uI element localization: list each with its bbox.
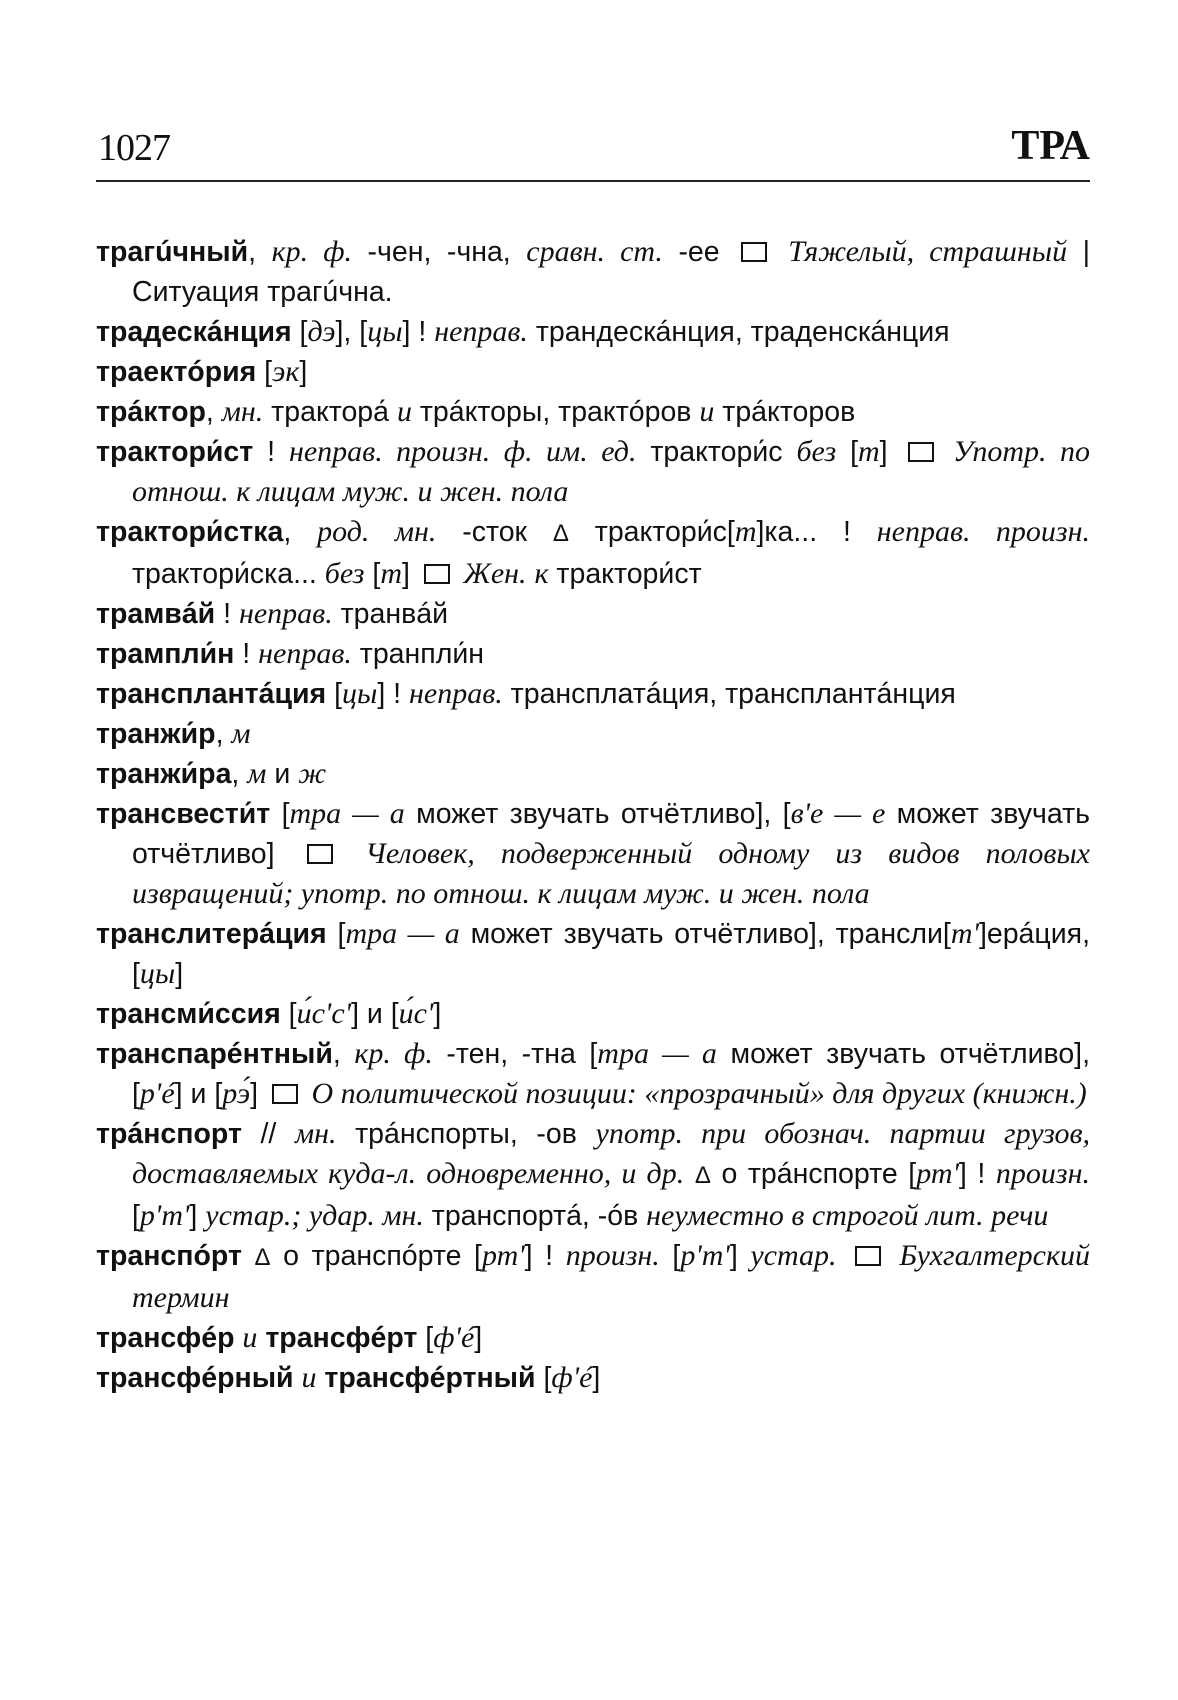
- dictionary-entry: [96, 232, 1090, 312]
- entry-text: ,: [248, 236, 272, 268]
- entry-text: трандескáнция, траденскáнция: [527, 316, 950, 348]
- entry-text: -тен, -тна [: [432, 1038, 598, 1070]
- entry-text: ]: [189, 1200, 206, 1232]
- headword: трансфéрный: [96, 1362, 294, 1394]
- italic-note: устар.; удар. мн.: [205, 1199, 424, 1232]
- italic-note: Употр. по отнош. к лицам муж. и жен. пола: [132, 435, 1091, 508]
- entry-text: может звучать отчётливо], [: [132, 1038, 1091, 1110]
- dictionary-entry: [96, 392, 1090, 432]
- dictionary-entry: [96, 754, 1090, 794]
- italic-note: ж: [298, 757, 327, 790]
- entry-text: ,: [231, 758, 248, 790]
- entry-text: ,: [283, 516, 318, 548]
- italic-note: м: [231, 717, 251, 750]
- italic-note: неправ. произн.: [876, 515, 1090, 548]
- definition-box-icon: [272, 1084, 298, 1104]
- entry-text: [: [291, 316, 308, 348]
- italic-note: произн.: [565, 1239, 660, 1272]
- italic-note: ф'é: [551, 1361, 593, 1394]
- entry-text: [: [659, 1240, 681, 1272]
- entry-text: !: [253, 436, 289, 468]
- entry-text: [: [256, 356, 273, 388]
- italic-note: О политической позиции: «прозрачный» для других (книжн.): [303, 1077, 1087, 1110]
- italic-note: неправ.: [409, 677, 503, 710]
- entry-text: трактори́с: [636, 436, 797, 468]
- entry-text: [: [364, 558, 381, 590]
- entry-text: -чен, -чна,: [352, 236, 527, 268]
- triangle-icon: Δ: [694, 1162, 711, 1189]
- triangle-icon: Δ: [552, 520, 569, 547]
- entry-text: трактори́с[: [568, 516, 735, 548]
- definition-box-icon: [424, 564, 450, 584]
- entry-text: [: [132, 1200, 140, 1232]
- entry-text: [684, 1158, 695, 1190]
- headword: транжи́р: [96, 718, 216, 750]
- definition-box-icon: [855, 1246, 881, 1266]
- headword: трансвести́т: [96, 798, 271, 830]
- entry-text: трансплатáция, трансплантáнция: [502, 678, 956, 710]
- italic-note: и: [301, 1361, 317, 1394]
- entry-text: ]: [175, 958, 184, 990]
- headword: трансфéр: [96, 1322, 235, 1354]
- italic-note: м: [247, 757, 267, 790]
- entry-text: ]: [729, 1240, 751, 1272]
- entry-text: ] !: [377, 678, 410, 710]
- italic-note: т: [858, 435, 880, 468]
- dictionary-entry: [96, 634, 1090, 674]
- dictionary-entry: [96, 1236, 1090, 1318]
- entry-text: ] и [: [174, 1078, 223, 1110]
- italic-note: мн.: [294, 1117, 337, 1150]
- italic-note: без: [324, 557, 365, 590]
- italic-note: Тяжелый, страшный: [773, 235, 1068, 268]
- entry-text: ]ерáция, [: [132, 918, 1091, 990]
- entry-text: ,: [205, 396, 222, 428]
- dictionary-entry: [96, 352, 1090, 392]
- headword: трансми́ссия: [96, 998, 281, 1030]
- entry-text: транвáй: [332, 598, 449, 630]
- italic-note: и: [699, 395, 715, 428]
- italic-note: тра — а: [289, 797, 405, 830]
- entry-text: ]: [592, 1362, 601, 1394]
- entry-text: и: [266, 758, 299, 790]
- entry-text: может звучать отчётливо], [: [404, 798, 791, 830]
- entry-text: -сток: [436, 516, 553, 548]
- italic-note: р'é: [139, 1077, 175, 1110]
- triangle-icon: Δ: [254, 1244, 271, 1271]
- headword: транслитерáция: [96, 918, 327, 950]
- definition-box-icon: [307, 844, 333, 864]
- entry-text: трáнспорты, -ов: [336, 1118, 596, 1150]
- entry-text: ]: [250, 1078, 266, 1110]
- italic-note: и: [396, 395, 412, 428]
- italic-note: цы: [342, 677, 378, 710]
- entry-text: ,: [332, 1038, 355, 1070]
- entry-text: транспортá, -óв: [423, 1200, 647, 1232]
- headword: трáктор: [96, 396, 206, 428]
- italic-note: без: [796, 435, 837, 468]
- italic-note: рэ́: [222, 1077, 251, 1110]
- entry-text: ] !: [402, 316, 435, 348]
- headword: трагúчный: [96, 236, 249, 268]
- definition-box-icon: [741, 242, 767, 262]
- italic-note: устар.: [750, 1239, 837, 1272]
- entry-text: !: [215, 598, 239, 630]
- dictionary-entry: [96, 594, 1090, 634]
- italic-note: цы: [139, 957, 176, 990]
- entry-text: ]: [879, 436, 902, 468]
- italic-note: сравн. ст.: [526, 235, 663, 268]
- page-header: [96, 118, 1090, 180]
- italic-note: Жен.: [455, 557, 527, 590]
- headword: трактори́стка: [96, 516, 284, 548]
- entry-text: о транспóрте [: [270, 1240, 482, 1272]
- entry-text: ] и [: [351, 998, 399, 1030]
- italic-note: Бухгалтерский термин: [132, 1239, 1091, 1314]
- headword: трансплантáция: [96, 678, 327, 710]
- italic-note: к: [534, 557, 549, 590]
- entry-text: трактори́ст: [548, 558, 702, 590]
- headword: транжи́ра: [96, 758, 232, 790]
- italic-note: рт': [481, 1239, 525, 1272]
- entry-text: трактори́ска...: [132, 558, 325, 590]
- italic-note: произн.: [995, 1157, 1090, 1190]
- dictionary-entry: [96, 994, 1090, 1034]
- headword: трактори́ст: [96, 436, 254, 468]
- page-number: 1027: [98, 127, 170, 169]
- headword: традескáнция: [96, 316, 292, 348]
- italic-note: т: [380, 557, 402, 590]
- italic-note: р'т': [680, 1239, 730, 1272]
- entry-list: [96, 232, 1090, 1398]
- italic-note: и: [242, 1321, 258, 1354]
- italic-note: неправ.: [238, 597, 333, 630]
- entry-text: ] !: [958, 1158, 996, 1190]
- entry-text: [242, 1240, 255, 1272]
- italic-note: и́с'с': [296, 997, 352, 1030]
- dictionary-entry: [96, 714, 1090, 754]
- headword: траектóрия: [96, 356, 257, 388]
- entry-text: [: [417, 1322, 434, 1354]
- italic-note: цы: [367, 315, 403, 348]
- italic-note: кр. ф.: [271, 235, 352, 268]
- italic-note: и́с': [398, 997, 434, 1030]
- dictionary-entry: [96, 1318, 1090, 1358]
- entry-text: ], [: [335, 316, 368, 348]
- entry-text: //: [241, 1118, 295, 1150]
- entry-text: [837, 1240, 850, 1272]
- entry-text: может звучать отчётливо], трансли[: [459, 918, 951, 950]
- entry-text: ] !: [524, 1240, 566, 1272]
- entry-text: [: [836, 436, 858, 468]
- headword: трампли́н: [96, 638, 235, 670]
- entry-text: [: [270, 798, 290, 830]
- italic-note: т': [950, 917, 979, 950]
- headword: трáнспорт: [96, 1118, 242, 1150]
- definition-box-icon: [908, 442, 934, 462]
- dictionary-entry: [96, 432, 1090, 512]
- running-head: ТРА: [1011, 123, 1090, 169]
- entry-text: | Ситуация трагúчна.: [132, 236, 1090, 308]
- italic-note: неправ.: [258, 637, 352, 670]
- dictionary-entry: [96, 1114, 1090, 1236]
- entry-text: ,: [215, 718, 232, 750]
- dictionary-entry: [96, 512, 1090, 594]
- headword: трансфéртный: [324, 1362, 536, 1394]
- entry-text: транпли́н: [351, 638, 484, 670]
- italic-note: мн.: [221, 395, 264, 428]
- entry-text: о трáнспорте [: [710, 1158, 917, 1190]
- italic-note: рт': [916, 1157, 959, 1190]
- entry-text: ]: [299, 356, 308, 388]
- entry-text: ]ка... !: [756, 516, 877, 548]
- entry-text: [: [326, 918, 346, 950]
- entry-text: может звучать отчётливо]: [132, 798, 1090, 870]
- italic-note: употр. при обознач. партии грузов, доставляемых куда-л. одновременно, и др.: [132, 1117, 1090, 1190]
- italic-note: неправ. произн. ф. им. ед.: [288, 435, 637, 468]
- entry-text: ]: [433, 998, 442, 1030]
- headword: трансфéрт: [265, 1322, 418, 1354]
- entry-text: трáкторы, трактóров: [411, 396, 700, 428]
- entry-text: !: [234, 638, 259, 670]
- entry-text: ]: [402, 558, 418, 590]
- italic-note: тра — а: [345, 917, 460, 950]
- italic-note: кр. ф.: [354, 1037, 433, 1070]
- entry-text: ]: [474, 1322, 483, 1354]
- entry-text: [: [535, 1362, 552, 1394]
- italic-note: Человек, подверженный одному из видов половых извращений; употр. по отнош. к лицам муж. и жен. пола: [132, 837, 1090, 910]
- headword: транспарéнтный: [96, 1038, 333, 1070]
- dictionary-entry: [96, 1358, 1090, 1398]
- entry-text: -ее: [662, 236, 736, 268]
- italic-note: ф'é: [433, 1321, 475, 1354]
- headword: трамвáй: [96, 598, 216, 630]
- italic-note: в'е — е: [790, 797, 886, 830]
- entry-text: трактора́: [263, 396, 397, 428]
- entry-text: трáкторов: [714, 396, 856, 428]
- headword: транспóрт: [96, 1240, 242, 1272]
- entry-text: [: [280, 998, 297, 1030]
- italic-note: род. мн.: [317, 515, 437, 548]
- italic-note: тра — а: [597, 1037, 717, 1070]
- italic-note: неуместно в строгой лит. речи: [646, 1199, 1049, 1232]
- italic-note: т: [734, 515, 757, 548]
- italic-note: р'т': [139, 1199, 190, 1232]
- italic-note: эк: [272, 355, 300, 388]
- italic-note: дэ: [307, 315, 336, 348]
- dictionary-entry: [96, 1034, 1090, 1114]
- dictionary-entry: [96, 674, 1090, 714]
- dictionary-entry: [96, 794, 1090, 914]
- header-rule: [96, 180, 1090, 182]
- italic-note: неправ.: [434, 315, 528, 348]
- entry-text: [: [326, 678, 342, 710]
- dictionary-entry: [96, 312, 1090, 352]
- dictionary-entry: [96, 914, 1090, 994]
